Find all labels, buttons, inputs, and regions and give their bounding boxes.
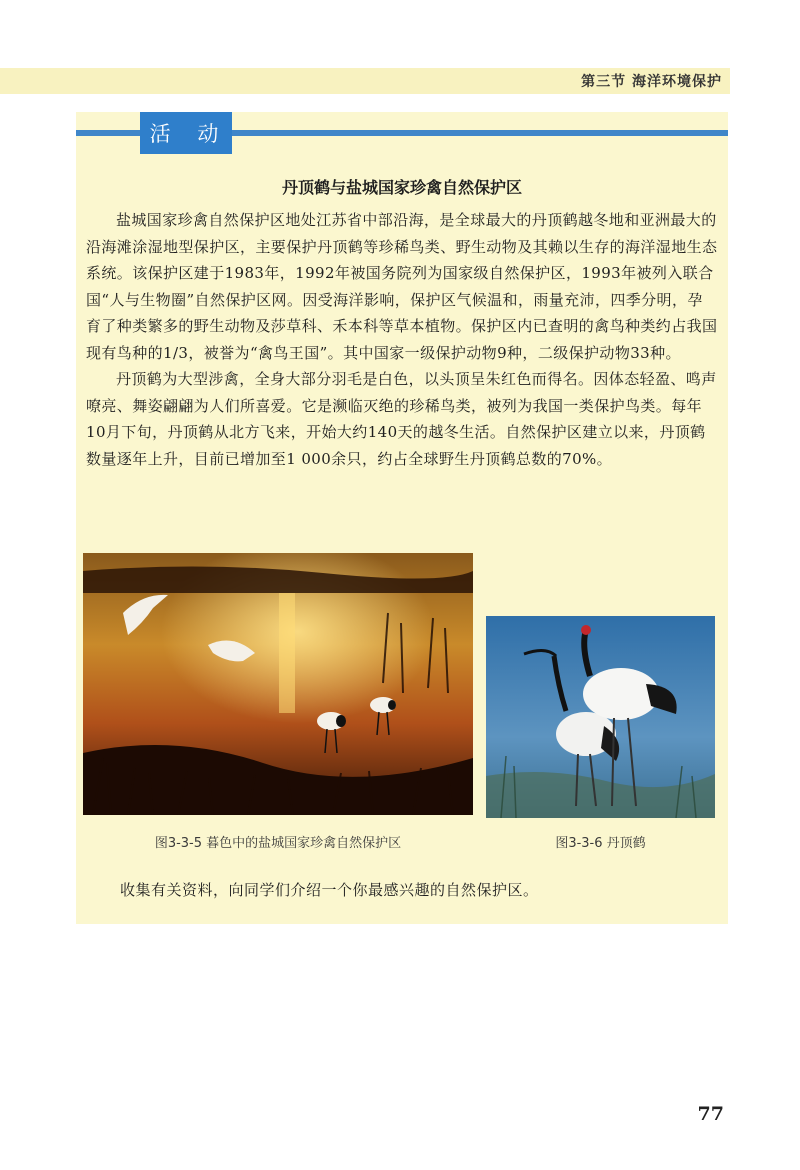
wetland-dusk-photo [83,553,473,815]
section-header: 第三节 海洋环境保护 [581,74,722,90]
activity-prompt: 收集有关资料，向同学们介绍一个你最感兴趣的自然保护区。 [120,881,539,899]
article-title: 丹顶鹤与盐城国家珍禽自然保护区 [281,178,522,197]
activity-tab: 活 动 [140,112,232,154]
article-paragraph-1: 盐城国家珍禽自然保护区地处江苏省中部沿海，是全球最大的丹顶鹤越冬地和亚洲最大的沿海滩涂湿地型保护区，主要保护丹顶鹤等珍稀鸟类、野生动物及其赖以生存的海洋湿地生态系统。该保护区建于1983年，1992年被国务院列为国家级自然保护区，1993年被列入联合国“人与生物圈”自然保护区网。因受海洋影响，保护区气候温和，雨量充沛，四季分明，孕育了种类繁多的野生动物及莎草科、禾本科等草本植物。保护区内已查明的禽鸟种类约占我国现有鸟种的1/3，被誉为“禽鸟王国”。其中国家一级保护动物9种，二级保护动物33种。 [86,211,718,362]
article-body [86,207,718,472]
figure-caption-2: 图3-3-6 丹顶鹤 [555,836,646,851]
figure-caption-1: 图3-3-5 暮色中的盐城国家珍禽自然保护区 [154,836,402,851]
red-crowned-crane-photo [486,616,715,818]
article-paragraph-2: 丹顶鹤为大型涉禽，全身大部分羽毛是白色，以头顶呈朱红色而得名。因体态轻盈、鸣声嘹亮、舞姿翩翩为人们所喜爱。它是濒临灭绝的珍稀鸟类，被列为我国一类保护鸟类。每年10月下旬，丹顶鹤从北方飞来，开始大约140天的越冬生活。自然保护区建立以来，丹顶鹤数量逐年上升，目前已增加至1 000余只，约占全球野生丹顶鹤总数的70%。 [86,370,717,468]
page-number: 77 [697,1103,724,1125]
